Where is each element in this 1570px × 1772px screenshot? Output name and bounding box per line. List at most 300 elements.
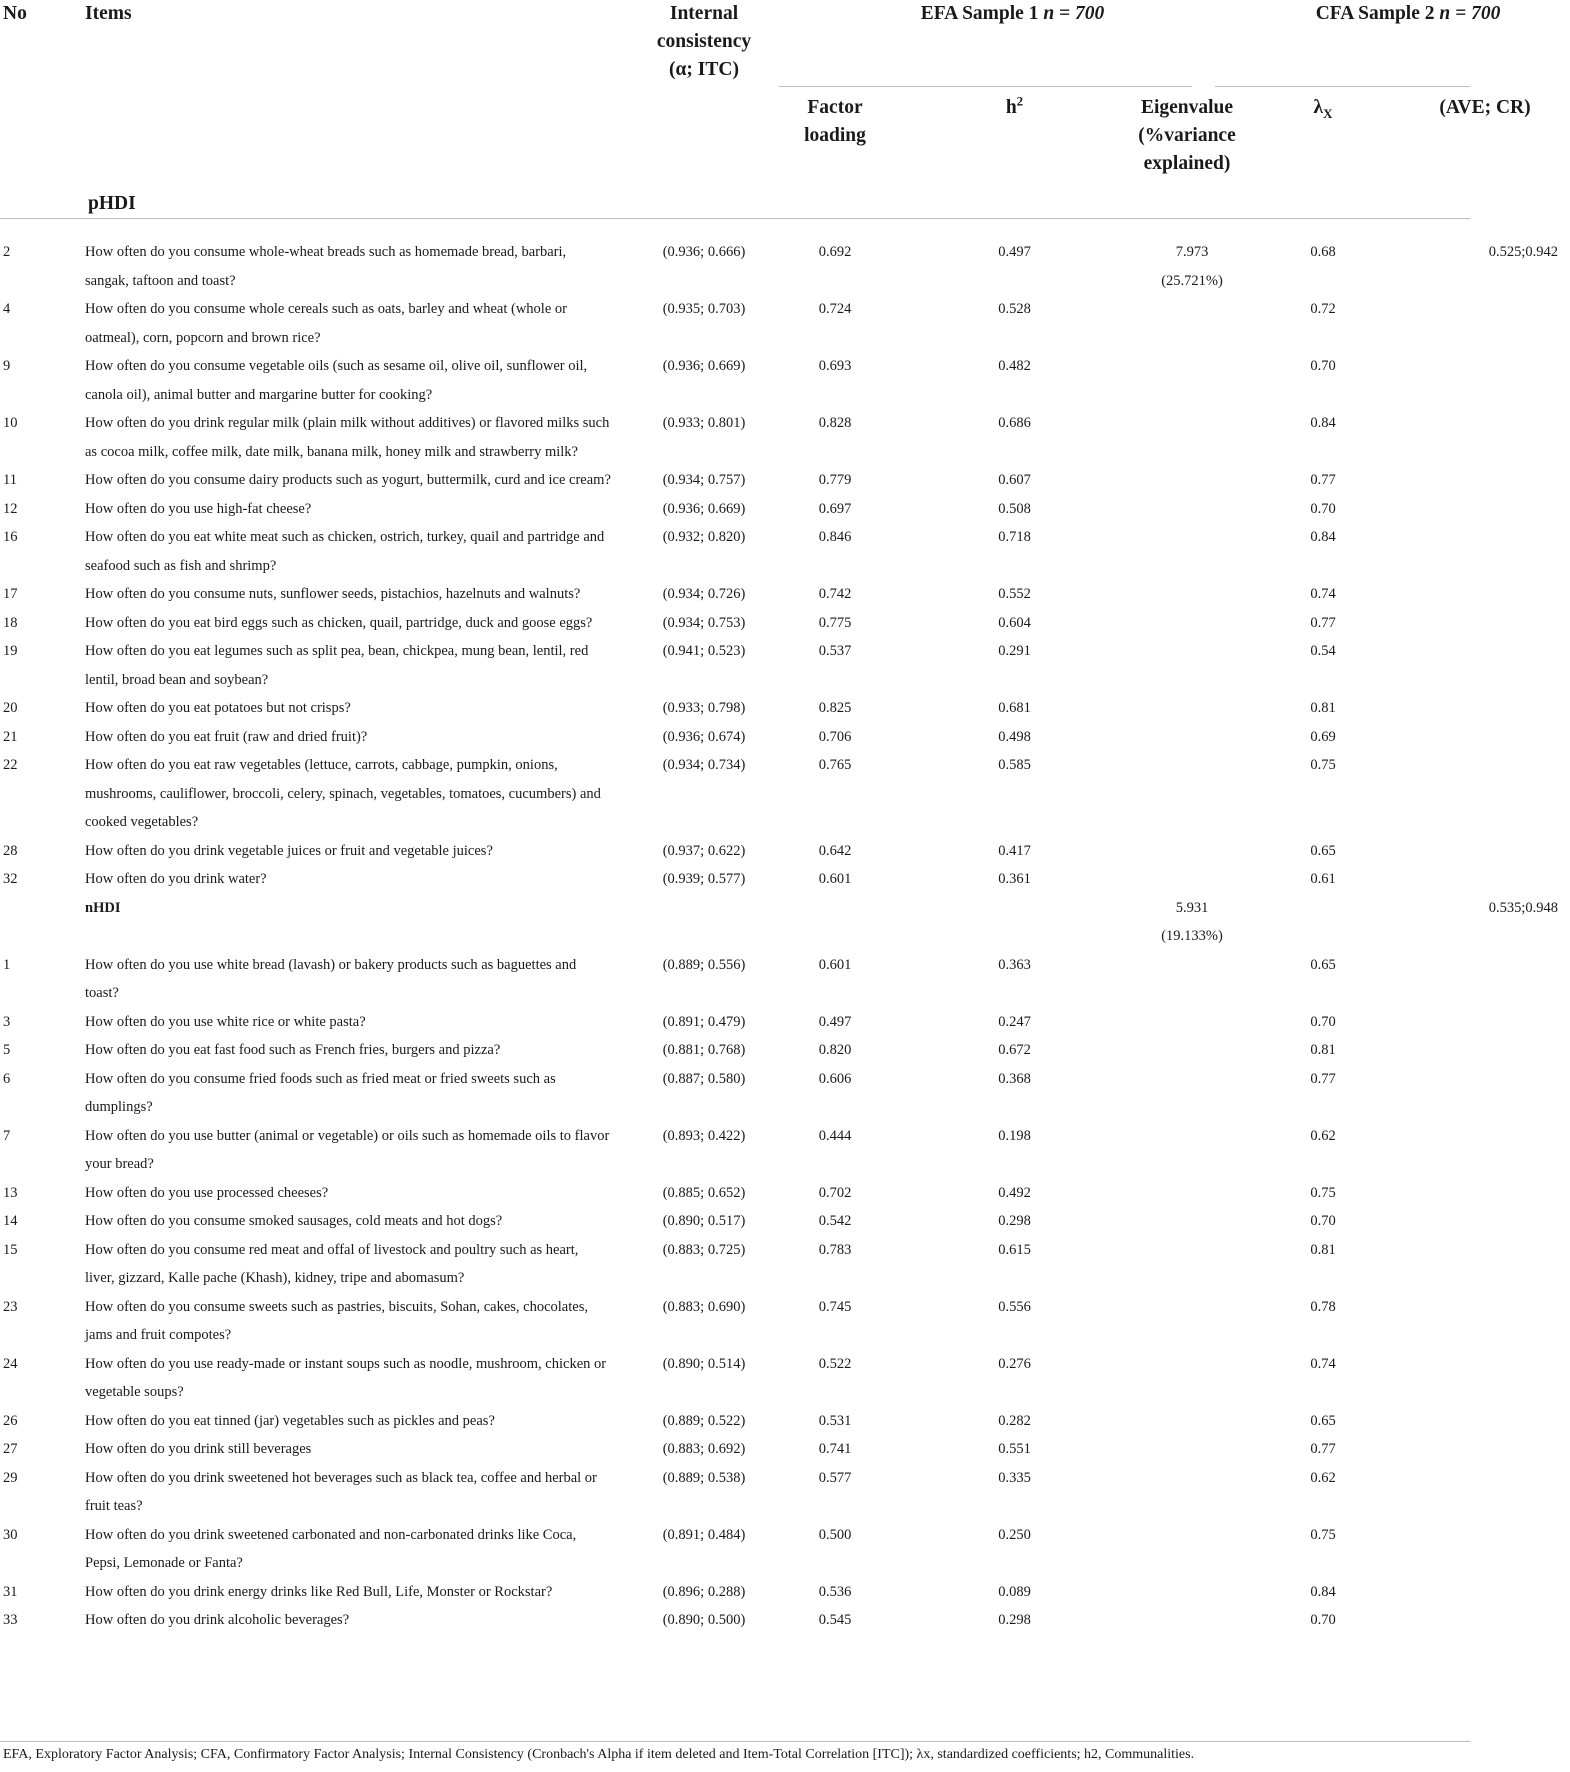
row-eigenvalue	[1138, 1236, 1246, 1293]
row-ave-cr	[1400, 1008, 1570, 1037]
row-item: How often do you eat bird eggs such as chicken, quail, partridge, duck and goose eggs?	[85, 614, 593, 631]
row-no: 7	[3, 1127, 11, 1144]
table-row	[0, 1207, 1570, 1236]
row-lambda: 0.75	[1310, 757, 1336, 773]
row-ave-cr	[1400, 1464, 1570, 1521]
row-item: How often do you consume vegetable oils (such as sesame oil, olive oil, sunflower oil, canola oil), animal butter and margarine butter for cooking?	[85, 358, 588, 403]
row-item: How often do you use processed cheeses?	[85, 1184, 329, 1201]
row-item: How often do you consume dairy products such as yogurt, buttermilk, curd and ice cream?	[85, 472, 611, 488]
row-h2: 0.482	[998, 358, 1031, 374]
row-factor-loading: 0.745	[818, 1298, 852, 1315]
row-no: 15	[3, 1241, 18, 1258]
row-lambda: 0.81	[1310, 700, 1336, 716]
row-internal-consistency: (0.937; 0.622)	[662, 842, 746, 859]
row-lambda: 0.77	[1310, 1070, 1336, 1087]
section-eigenvalue	[1138, 894, 1246, 951]
row-lambda: 0.77	[1310, 1441, 1336, 1457]
row-factor-loading: 0.742	[818, 586, 852, 602]
header-no: No	[3, 3, 27, 24]
table-row	[0, 580, 1570, 609]
header-bottom-rule	[0, 218, 1470, 219]
row-factor-loading: 0.828	[818, 415, 852, 431]
row-no: 31	[3, 1583, 18, 1600]
section-ave-cr: 0.535;0.948	[1488, 899, 1559, 916]
row-item: How often do you eat tinned (jar) vegetables such as pickles and peas?	[85, 1412, 495, 1429]
row-item: How often do you use high-fat cheese?	[85, 500, 312, 517]
table-row	[0, 409, 1570, 466]
row-h2: 0.508	[998, 500, 1031, 517]
row-item: How often do you eat fast food such as French fries, burgers and pizza?	[85, 1042, 501, 1058]
row-internal-consistency: (0.890; 0.514)	[662, 1355, 746, 1372]
row-no: 9	[3, 358, 11, 374]
section-empty-ic	[629, 894, 779, 951]
table-row	[0, 1606, 1570, 1635]
row-h2: 0.672	[998, 1042, 1031, 1058]
row-eigenvalue	[1138, 495, 1246, 524]
section-variance-explained: (19.133%)	[1161, 928, 1223, 944]
cfa-group-label: CFA Sample 2	[1315, 3, 1435, 24]
row-factor-loading: 0.775	[818, 614, 852, 631]
row-no: 23	[3, 1298, 18, 1315]
table-row	[0, 1236, 1570, 1293]
row-h2: 0.528	[998, 301, 1031, 317]
efa-group-rule	[779, 86, 1192, 87]
table-row	[0, 609, 1570, 638]
row-internal-consistency: (0.934; 0.734)	[662, 757, 746, 773]
row-item: How often do you drink vegetable juices or fruit and vegetable juices?	[85, 842, 493, 859]
row-ave-cr	[1400, 723, 1570, 752]
row-lambda: 0.62	[1310, 1469, 1336, 1486]
row-factor-loading: 0.601	[818, 956, 852, 973]
table-row	[0, 1407, 1570, 1436]
row-item: How often do you drink sweetened hot beverages such as black tea, coffee and herbal or fruit teas?	[85, 1469, 597, 1514]
row-lambda: 0.72	[1310, 301, 1336, 317]
row-lambda: 0.70	[1310, 358, 1336, 374]
table-row	[0, 951, 1570, 1008]
row-item: How often do you consume smoked sausages, cold meats and hot dogs?	[85, 1213, 503, 1229]
row-no: 12	[3, 500, 18, 517]
section-nhdi-label: nHDI	[85, 899, 121, 916]
row-ave-cr	[1400, 1236, 1570, 1293]
row-item: How often do you eat white meat such as chicken, ostrich, turkey, quail and partridge and seafood such as fish and shrimp?	[85, 529, 605, 574]
row-internal-consistency: (0.933; 0.801)	[662, 415, 746, 431]
row-h2: 0.247	[998, 1013, 1031, 1030]
row-eigenvalue	[1138, 1207, 1246, 1236]
row-factor-loading: 0.692	[818, 244, 852, 260]
row-ave-cr	[1400, 1606, 1570, 1635]
section-empty-h2	[891, 894, 1138, 951]
row-item: How often do you drink energy drinks like Red Bull, Life, Monster or Rockstar?	[85, 1583, 553, 1600]
row-item: How often do you consume fried foods such as fried meat or fried sweets such as dumplings?	[85, 1070, 556, 1115]
table-row	[0, 751, 1570, 837]
row-factor-loading: 0.765	[818, 757, 852, 773]
row-no: 30	[3, 1526, 18, 1543]
table-row	[0, 1179, 1570, 1208]
row-item: How often do you eat potatoes but not crisps?	[85, 700, 351, 716]
row-eigenvalue	[1138, 1293, 1246, 1350]
row-lambda: 0.81	[1310, 1042, 1336, 1058]
variance-explained-value: (25.721%)	[1161, 272, 1223, 289]
row-ave-cr: 0.525;0.942	[1488, 244, 1559, 260]
row-eigenvalue	[1138, 865, 1246, 894]
row-lambda: 0.75	[1310, 1184, 1336, 1201]
row-lambda: 0.77	[1310, 614, 1336, 631]
row-item: How often do you use white rice or white pasta?	[85, 1013, 366, 1030]
section-phdi-header	[0, 86, 629, 228]
row-factor-loading: 0.536	[818, 1583, 852, 1600]
table-row	[0, 1350, 1570, 1407]
row-h2: 0.498	[998, 728, 1031, 745]
row-factor-loading: 0.577	[818, 1469, 852, 1486]
row-h2: 0.335	[998, 1469, 1031, 1486]
row-h2: 0.556	[998, 1298, 1031, 1315]
row-lambda: 0.78	[1310, 1298, 1336, 1315]
row-h2: 0.417	[998, 842, 1031, 859]
efa-n: n = 700	[1043, 3, 1105, 24]
table-row	[0, 352, 1570, 409]
row-h2: 0.298	[998, 1213, 1031, 1229]
row-item: How often do you eat raw vegetables (lettuce, carrots, cabbage, pumpkin, onions, mushrooms, cauliflower, broccoli, celery, spinach, vegetables, tomatoes, cucumbers) and cooked vegetables?	[85, 757, 601, 830]
table-row	[0, 637, 1570, 694]
row-ave-cr	[1400, 523, 1570, 580]
row-ave-cr	[1400, 352, 1570, 409]
header-internal-consistency-label: Internal consistency (α; ITC)	[656, 3, 752, 80]
row-internal-consistency: (0.883; 0.725)	[662, 1241, 746, 1258]
table-row	[0, 1435, 1570, 1464]
section-phdi-label: pHDI	[88, 193, 136, 214]
row-factor-loading: 0.820	[818, 1042, 852, 1058]
row-no: 10	[3, 415, 18, 431]
section-nhdi-row	[0, 894, 1570, 951]
row-h2: 0.552	[998, 586, 1031, 602]
section-empty-lambda	[1246, 894, 1400, 951]
header-cfa-group	[1246, 0, 1570, 86]
row-item: How often do you consume red meat and offal of livestock and poultry such as heart, liver, gizzard, Kalle pache (Khash), kidney, tripe and abomasum?	[85, 1241, 579, 1286]
row-item: How often do you use butter (animal or vegetable) or oils such as homemade oils to flavor your bread?	[85, 1127, 610, 1172]
table-row	[0, 723, 1570, 752]
row-no: 5	[3, 1042, 11, 1058]
row-ave-cr	[1400, 951, 1570, 1008]
lambda-subscript: X	[1323, 105, 1333, 121]
header-eigenvalue	[1138, 86, 1246, 228]
row-factor-loading: 0.724	[818, 301, 852, 317]
row-eigenvalue	[1138, 951, 1246, 1008]
row-factor-loading: 0.741	[818, 1441, 852, 1457]
row-ave-cr	[1400, 694, 1570, 723]
row-eigenvalue	[1138, 1464, 1246, 1521]
header-lambda	[1246, 86, 1400, 228]
row-no: 24	[3, 1355, 18, 1372]
row-h2: 0.492	[998, 1184, 1031, 1201]
row-lambda: 0.68	[1310, 244, 1336, 260]
section-no-empty	[0, 894, 85, 951]
row-h2: 0.585	[998, 757, 1031, 773]
row-no: 28	[3, 842, 18, 859]
row-h2: 0.250	[998, 1526, 1031, 1543]
row-item: How often do you use white bread (lavash) or bakery products such as baguettes and toast?	[85, 956, 577, 1001]
row-no: 3	[3, 1013, 11, 1030]
h2-superscript: 2	[1016, 93, 1024, 109]
row-eigenvalue	[1138, 295, 1246, 352]
row-item: How often do you drink still beverages	[85, 1441, 312, 1457]
row-item: How often do you consume whole-wheat breads such as homemade bread, barbari, sangak, taftoon and toast?	[85, 244, 567, 289]
row-no: 11	[3, 472, 17, 488]
row-ave-cr	[1400, 751, 1570, 837]
row-internal-consistency: (0.934; 0.753)	[662, 614, 746, 631]
header-efa-group	[779, 0, 1246, 86]
row-no: 27	[3, 1441, 18, 1457]
row-lambda: 0.84	[1310, 529, 1336, 545]
section-eigenvalue-value: 5.931	[1175, 899, 1209, 916]
spacer-cell	[0, 228, 1570, 238]
table-row	[0, 837, 1570, 866]
row-ave-cr	[1400, 580, 1570, 609]
row-factor-loading: 0.702	[818, 1184, 852, 1201]
row-factor-loading: 0.783	[818, 1241, 852, 1258]
row-internal-consistency: (0.891; 0.484)	[662, 1526, 746, 1543]
row-item: How often do you consume nuts, sunflower seeds, pistachios, hazelnuts and walnuts?	[85, 586, 581, 602]
row-item: How often do you eat fruit (raw and dried fruit)?	[85, 728, 368, 745]
row-lambda: 0.77	[1310, 472, 1336, 488]
row-h2: 0.282	[998, 1412, 1031, 1429]
row-item: How often do you drink sweetened carbonated and non-carbonated drinks like Coca, Pepsi, Lemonade or Fanta?	[85, 1526, 577, 1571]
row-internal-consistency: (0.883; 0.692)	[662, 1441, 746, 1457]
row-factor-loading: 0.642	[818, 842, 852, 859]
row-internal-consistency: (0.889; 0.556)	[662, 956, 746, 973]
row-no: 20	[3, 700, 18, 716]
row-item: How often do you consume sweets such as pastries, biscuits, Sohan, cakes, chocolates, jams and fruit compotes?	[85, 1298, 588, 1343]
row-ave-cr	[1400, 1207, 1570, 1236]
table-row	[0, 865, 1570, 894]
row-ave-cr	[1400, 1578, 1570, 1607]
row-ave-cr	[1400, 637, 1570, 694]
cfa-n: n = 700	[1439, 3, 1501, 24]
table-row	[0, 495, 1570, 524]
table-footnote: EFA, Exploratory Factor Analysis; CFA, Confirmatory Factor Analysis; Internal Consistency (Cronbach's Alpha if item deleted and Item-Total Correlation [ITC]); λx, standardized coefficients; h2, Communalities.	[3, 1747, 1195, 1762]
row-internal-consistency: (0.936; 0.669)	[662, 358, 746, 374]
row-ave-cr	[1400, 1065, 1570, 1122]
h2-base: h	[1005, 97, 1017, 118]
row-internal-consistency: (0.896; 0.288)	[662, 1583, 746, 1600]
table-row	[0, 1122, 1570, 1179]
row-internal-consistency: (0.936; 0.674)	[662, 728, 746, 745]
lambda-base: λ	[1313, 97, 1324, 118]
row-lambda: 0.65	[1310, 956, 1336, 973]
row-internal-consistency: (0.889; 0.522)	[662, 1412, 746, 1429]
row-eigenvalue	[1138, 609, 1246, 638]
table-row	[0, 1521, 1570, 1578]
row-internal-consistency: (0.890; 0.500)	[662, 1612, 746, 1628]
row-no: 19	[3, 643, 18, 659]
row-internal-consistency: (0.934; 0.726)	[662, 586, 746, 602]
row-h2: 0.681	[998, 700, 1031, 716]
row-internal-consistency: (0.887; 0.580)	[662, 1070, 746, 1087]
row-eigenvalue	[1138, 723, 1246, 752]
row-eigenvalue	[1138, 751, 1246, 837]
row-eigenvalue	[1138, 1350, 1246, 1407]
row-lambda: 0.61	[1310, 871, 1336, 887]
row-ave-cr	[1400, 1293, 1570, 1350]
row-factor-loading: 0.522	[818, 1355, 852, 1372]
row-ave-cr	[1400, 609, 1570, 638]
row-eigenvalue	[1138, 466, 1246, 495]
cfa-group-rule	[1215, 86, 1470, 87]
row-h2: 0.368	[998, 1070, 1031, 1087]
table-row	[0, 1036, 1570, 1065]
row-no: 21	[3, 728, 18, 745]
row-lambda: 0.84	[1310, 415, 1336, 431]
row-internal-consistency: (0.881; 0.768)	[662, 1042, 746, 1058]
row-lambda: 0.70	[1310, 1213, 1336, 1229]
row-no: 18	[3, 614, 18, 631]
row-eigenvalue	[1138, 1578, 1246, 1607]
row-lambda: 0.70	[1310, 1612, 1336, 1628]
row-internal-consistency: (0.932; 0.820)	[662, 529, 746, 545]
row-eigenvalue	[1138, 352, 1246, 409]
row-internal-consistency: (0.889; 0.538)	[662, 1469, 746, 1486]
row-no: 14	[3, 1213, 18, 1229]
row-factor-loading: 0.542	[818, 1213, 852, 1229]
row-internal-consistency: (0.885; 0.652)	[662, 1184, 746, 1201]
row-factor-loading: 0.706	[818, 728, 852, 745]
row-factor-loading: 0.537	[818, 643, 852, 659]
row-factor-loading: 0.500	[818, 1526, 852, 1543]
row-ave-cr	[1400, 409, 1570, 466]
row-factor-loading: 0.846	[818, 529, 852, 545]
row-eigenvalue	[1138, 694, 1246, 723]
header-h2	[891, 86, 1138, 228]
table-row	[0, 1065, 1570, 1122]
table-row	[0, 1293, 1570, 1350]
row-ave-cr	[1400, 1407, 1570, 1436]
row-ave-cr	[1400, 495, 1570, 524]
row-ave-cr	[1400, 1179, 1570, 1208]
row-h2: 0.551	[998, 1441, 1031, 1457]
row-eigenvalue	[1138, 1606, 1246, 1635]
row-factor-loading: 0.697	[818, 500, 852, 517]
row-h2: 0.089	[998, 1583, 1031, 1600]
row-no: 2	[3, 244, 11, 260]
row-h2: 0.298	[998, 1612, 1031, 1628]
row-internal-consistency: (0.941; 0.523)	[662, 643, 746, 659]
row-item: How often do you use ready-made or instant soups such as noodle, mushroom, chicken or vegetable soups?	[85, 1355, 607, 1400]
row-h2: 0.497	[998, 244, 1031, 260]
table-row	[0, 238, 1570, 295]
row-ave-cr	[1400, 1350, 1570, 1407]
row-lambda: 0.65	[1310, 842, 1336, 859]
table-row	[0, 295, 1570, 352]
row-eigenvalue	[1138, 1122, 1246, 1179]
row-item: How often do you eat legumes such as split pea, bean, chickpea, mung bean, lentil, red lentil, broad bean and soybean?	[85, 643, 589, 688]
factor-loading-label: Factor loading	[804, 97, 866, 146]
row-internal-consistency: (0.891; 0.479)	[662, 1013, 746, 1030]
row-item: How often do you consume whole cereals such as oats, barley and wheat (whole or oatmeal), corn, popcorn and brown rice?	[85, 301, 567, 346]
row-eigenvalue	[1138, 1521, 1246, 1578]
row-factor-loading: 0.601	[818, 871, 852, 887]
row-no: 26	[3, 1412, 18, 1429]
efa-group-label: EFA Sample 1	[920, 3, 1039, 24]
row-ave-cr	[1400, 1036, 1570, 1065]
row-no: 6	[3, 1070, 11, 1087]
row-factor-loading: 0.825	[818, 700, 852, 716]
row-lambda: 0.75	[1310, 1526, 1336, 1543]
table-bottom-rule	[0, 1741, 1470, 1742]
table-row	[0, 1464, 1570, 1521]
table-row	[0, 523, 1570, 580]
row-lambda: 0.74	[1310, 586, 1336, 602]
row-no: 29	[3, 1469, 18, 1486]
table-row	[0, 1578, 1570, 1607]
row-lambda: 0.70	[1310, 1013, 1336, 1030]
row-h2: 0.607	[998, 472, 1031, 488]
row-item: How often do you drink alcoholic beverages?	[85, 1612, 350, 1628]
row-ave-cr	[1400, 865, 1570, 894]
row-eigenvalue	[1138, 1036, 1246, 1065]
row-lambda: 0.54	[1310, 643, 1336, 659]
row-factor-loading: 0.779	[818, 472, 852, 488]
section-empty-fl	[779, 894, 891, 951]
row-no: 16	[3, 529, 18, 545]
row-h2: 0.718	[998, 529, 1031, 545]
row-no: 4	[3, 301, 11, 317]
row-ave-cr	[1400, 837, 1570, 866]
table-row	[0, 466, 1570, 495]
row-lambda: 0.81	[1310, 1241, 1336, 1258]
row-factor-loading: 0.444	[818, 1127, 852, 1144]
row-h2: 0.291	[998, 643, 1031, 659]
row-no: 32	[3, 871, 18, 887]
row-no: 22	[3, 757, 18, 773]
row-h2: 0.276	[998, 1355, 1031, 1372]
row-eigenvalue	[1138, 1435, 1246, 1464]
row-internal-consistency: (0.890; 0.517)	[662, 1213, 746, 1229]
header-factor-loading	[779, 86, 891, 228]
eigenvalue-label: Eigenvalue (%variance explained)	[1138, 97, 1236, 174]
table-body	[0, 228, 1570, 1635]
row-ave-cr	[1400, 1122, 1570, 1179]
row-eigenvalue	[1138, 1407, 1246, 1436]
row-h2: 0.686	[998, 415, 1031, 431]
row-ave-cr	[1400, 295, 1570, 352]
row-h2: 0.615	[998, 1241, 1031, 1258]
row-internal-consistency: (0.893; 0.422)	[662, 1127, 746, 1144]
row-factor-loading: 0.606	[818, 1070, 852, 1087]
table-row	[0, 1008, 1570, 1037]
row-item: How often do you drink water?	[85, 871, 267, 887]
eigenvalue-value: 7.973	[1175, 244, 1209, 260]
row-eigenvalue	[1138, 837, 1246, 866]
header-internal-consistency	[629, 0, 779, 228]
row-lambda: 0.70	[1310, 500, 1336, 517]
table-spacer	[0, 228, 1570, 238]
row-h2: 0.361	[998, 871, 1031, 887]
row-internal-consistency: (0.933; 0.798)	[662, 700, 746, 716]
row-no: 13	[3, 1184, 18, 1201]
row-lambda: 0.69	[1310, 728, 1336, 745]
row-lambda: 0.74	[1310, 1355, 1336, 1372]
row-eigenvalue	[1138, 1008, 1246, 1037]
row-internal-consistency: (0.934; 0.757)	[662, 472, 746, 488]
row-eigenvalue	[1138, 637, 1246, 694]
row-internal-consistency: (0.939; 0.577)	[662, 871, 746, 887]
table-row	[0, 694, 1570, 723]
row-ave-cr	[1400, 1521, 1570, 1578]
row-no: 1	[3, 956, 11, 973]
row-eigenvalue	[1138, 238, 1246, 295]
row-no: 17	[3, 586, 18, 602]
header-items: Items	[85, 3, 132, 24]
row-no: 33	[3, 1612, 18, 1628]
